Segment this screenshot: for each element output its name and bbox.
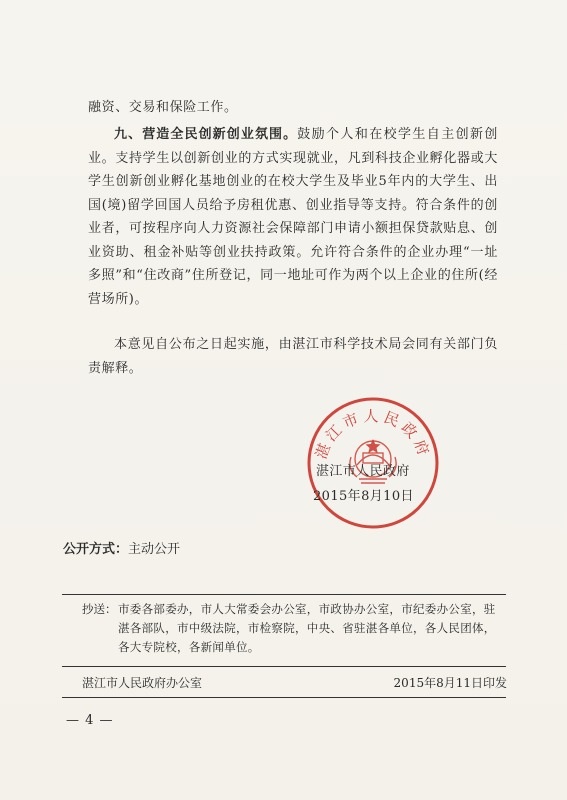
page-number: — 4 — xyxy=(66,713,114,728)
disclosure-label: 公开方式： xyxy=(63,542,129,557)
cc-label: 抄送： xyxy=(82,602,117,616)
divider-bottom xyxy=(62,697,506,698)
disclosure-line xyxy=(63,538,180,557)
divider-middle xyxy=(62,666,506,667)
print-date: 2015年8月11日印发 xyxy=(393,676,507,690)
divider-top xyxy=(62,594,506,595)
section-heading: 九、营造全民创新创业氛围。 xyxy=(114,127,298,142)
paragraph-continuation: 融资、交易和保险工作。 xyxy=(88,100,238,115)
issuing-office: 湛江市人民政府办公室 xyxy=(82,676,203,690)
svg-text:湛江市人民政府: 湛江市人民政府 xyxy=(311,407,435,462)
paragraph-effective-clause: 本意见自公布之日起实施，由湛江市科学技术局会同有关部门负责解释。 xyxy=(88,337,498,376)
signing-date: 2015年8月10日 xyxy=(313,489,414,504)
signing-organization: 湛江市人民政府 xyxy=(316,464,410,479)
section-body-text: 鼓励个人和在校学生自主创新创业。支持学生以创新创业的方式实现就业，凡到科技企业孵化器或大学生创新创业孵化基地创业的在校大学生及毕业5年内的大学生、出国(境)留学回国人员给予房租优惠、创业指导等支持。符合条件的创业者，可按程序向人力资源社会保障部门申请小额担保贷款贴息、创业资助、租金补贴等创业扶持政策。允许符合条件的企业办理“一址多照”和“住改商”住所登记，同一地址可作为两个以上企业的住所(经营场所)。 xyxy=(88,127,498,307)
disclosure-value: 主动公开 xyxy=(128,542,181,557)
paragraph-section-nine xyxy=(88,123,498,311)
cc-recipients: 市委各部委办，市人大常委会办公室，市政协办公室，市纪委办公室，驻湛各部队，市中级法院，市检察院，中央、省驻湛各单位，各人民团体，各大专院校，各新闻单位。 xyxy=(118,602,496,654)
